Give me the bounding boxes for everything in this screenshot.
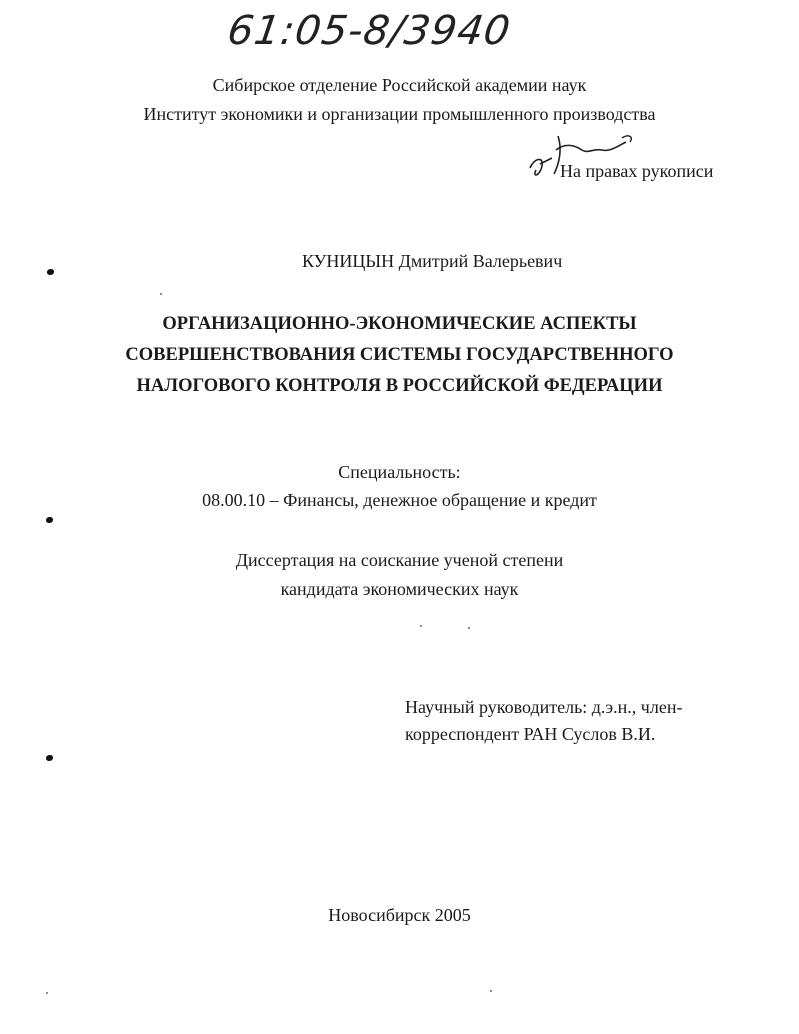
specialty-label: Специальность: bbox=[338, 462, 461, 482]
degree-line-1: Диссертация на соискание ученой степени bbox=[235, 550, 564, 570]
supervisor-line-2: корреспондент РАН Суслов В.И. bbox=[405, 724, 656, 744]
degree-line-2: кандидата экономических наук bbox=[280, 579, 519, 599]
scan-dot bbox=[468, 627, 470, 629]
title-line-3: НАЛОГОВОГО КОНТРОЛЯ В РОССИЙСКОЙ ФЕДЕРАЦИИ bbox=[136, 376, 663, 396]
organization-line-1: Сибирское отделение Российской академии наук bbox=[212, 75, 587, 95]
title-line-1: ОРГАНИЗАЦИОННО-ЭКОНОМИЧЕСКИЕ АСПЕКТЫ bbox=[162, 314, 637, 334]
place-year: Новосибирск 2005 bbox=[328, 905, 471, 925]
manuscript-rights: На правах рукописи bbox=[560, 161, 714, 181]
scan-dot bbox=[160, 293, 162, 295]
scan-mark bbox=[46, 517, 53, 523]
organization-line-2: Институт экономики и организации промышленного производства bbox=[143, 104, 656, 124]
scan-dot bbox=[46, 992, 48, 994]
specialty-value: 08.00.10 – Финансы, денежное обращение и кредит bbox=[202, 490, 597, 510]
author-name: КУНИЦЫН Дмитрий Валерьевич bbox=[302, 251, 563, 271]
supervisor-line-1: Научный руководитель: д.э.н., член- bbox=[405, 697, 683, 717]
archive-number: 61:05-8/3940 bbox=[224, 8, 514, 54]
scan-dot bbox=[420, 625, 422, 627]
scan-mark bbox=[47, 269, 54, 275]
title-line-2: СОВЕРШЕНСТВОВАНИЯ СИСТЕМЫ ГОСУДАРСТВЕННОГО bbox=[125, 345, 674, 365]
scan-mark bbox=[46, 755, 53, 761]
scan-dot bbox=[490, 990, 492, 992]
